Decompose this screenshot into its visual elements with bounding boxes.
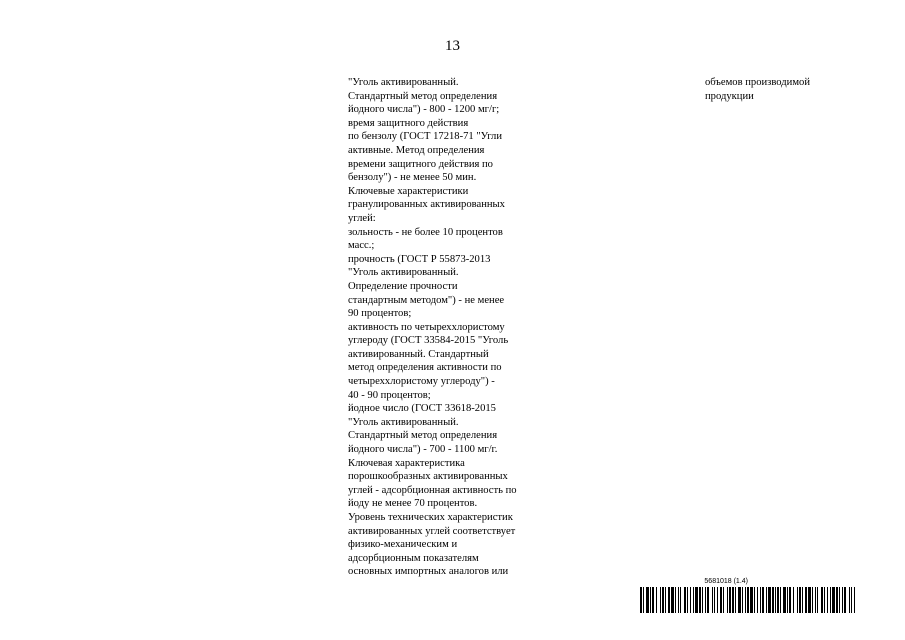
barcode-bar: [650, 587, 651, 613]
barcode-bar: [660, 587, 661, 613]
barcode-bar: [793, 587, 794, 613]
main-column-line: гранулированных активированных: [348, 199, 505, 211]
main-column-line: физико-механическим и: [348, 539, 458, 551]
main-column-line: йодного числа") - 800 - 1200 мг/г;: [348, 104, 500, 116]
barcode-bar: [668, 587, 670, 613]
main-column-line: Стандартный метод определения: [348, 90, 498, 102]
right-column-line: объемов производимой: [705, 77, 811, 88]
barcode-bar: [775, 587, 776, 613]
barcode-bar: [684, 587, 686, 613]
barcode-bar: [699, 587, 701, 613]
barcode-bar: [687, 587, 688, 613]
barcode-bar: [646, 587, 649, 613]
barcode-bars: [640, 587, 856, 613]
main-column-line: активированный. Стандартный: [348, 348, 489, 360]
barcode-bar: [643, 587, 644, 613]
main-column-line: йоду не менее 70 процентов.: [348, 498, 478, 510]
barcode-bar: [702, 587, 703, 613]
main-column-line: метод определения активности по: [348, 362, 502, 374]
barcode-bar: [830, 587, 831, 613]
barcode-bar: [690, 587, 691, 613]
main-column-line: Уровень технических характеристик: [348, 512, 513, 523]
barcode-bar: [851, 587, 852, 613]
barcode-bar: [656, 587, 657, 613]
barcode-bar: [783, 587, 786, 613]
main-column-line: "Уголь активированный.: [348, 416, 459, 428]
barcode-bar: [777, 587, 779, 613]
main-column-line: Ключевые характеристики: [348, 185, 469, 197]
barcode-bar: [705, 587, 706, 613]
main-column-line: "Уголь активированный.: [348, 267, 459, 279]
barcode-bar: [717, 587, 718, 613]
barcode-bar: [797, 587, 798, 613]
barcode-bar: [836, 587, 838, 613]
barcode-bar: [712, 587, 713, 613]
barcode-bar: [844, 587, 846, 613]
barcode: [640, 578, 856, 614]
barcode-bar: [799, 587, 801, 613]
barcode-bar: [817, 587, 818, 613]
barcode-bar: [714, 587, 715, 613]
barcode-bar: [678, 587, 679, 613]
barcode-bar: [665, 587, 666, 613]
barcode-bar: [729, 587, 731, 613]
main-column-line: Определение прочности: [348, 280, 458, 292]
barcode-bar: [693, 587, 694, 613]
barcode-bar: [738, 587, 741, 613]
main-column-line: углероду (ГОСТ 33584-2015 "Уголь: [348, 335, 509, 347]
main-column-line: йодного числа") - 700 - 1100 мг/г.: [348, 444, 498, 456]
right-text-column: [705, 76, 855, 103]
main-column-line: время защитного действия: [348, 117, 469, 129]
barcode-bar: [854, 587, 855, 613]
main-column-line: по бензолу (ГОСТ 17218-71 "Угли: [348, 131, 503, 143]
main-column-line: адсорбционным показателям: [348, 552, 479, 564]
main-column-line: основных импортных аналогов или: [348, 566, 509, 578]
barcode-bar: [760, 587, 761, 613]
barcode-bar: [727, 587, 728, 613]
barcode-bar: [787, 587, 788, 613]
barcode-bar: [745, 587, 746, 613]
main-text-column: [348, 76, 538, 579]
barcode-bar: [723, 587, 724, 613]
main-column-line: масс.;: [348, 240, 375, 252]
main-column-line: Ключевая характеристика: [348, 457, 465, 469]
main-column-line: зольность - не более 10 процентов: [348, 226, 503, 238]
barcode-bar: [757, 587, 758, 613]
main-column-line: Стандартный метод определения: [348, 430, 498, 442]
barcode-bar: [762, 587, 764, 613]
barcode-bar: [680, 587, 681, 613]
main-column-line: четыреххлористому углероду") -: [348, 376, 495, 388]
main-column-line: 90 процентов;: [348, 308, 412, 320]
main-column-line: активированных углей соответствует: [348, 525, 516, 537]
barcode-label: 5681018 (1.4): [704, 578, 748, 585]
barcode-bar: [780, 587, 781, 613]
barcode-bar: [671, 587, 674, 613]
main-column-line: углей - адсорбционная активность по: [348, 484, 517, 496]
barcode-bar: [821, 587, 823, 613]
barcode-bar: [768, 587, 771, 613]
barcode-bar: [747, 587, 749, 613]
barcode-bar: [832, 587, 835, 613]
main-column-line: углей:: [348, 212, 376, 224]
main-column-line: порошкообразных активированных: [348, 471, 508, 483]
barcode-bar: [805, 587, 807, 613]
barcode-bar: [849, 587, 850, 613]
barcode-bar: [750, 587, 753, 613]
barcode-bar: [640, 587, 642, 613]
barcode-bar: [707, 587, 709, 613]
barcode-bar: [754, 587, 755, 613]
barcode-bar: [735, 587, 736, 613]
main-column-line: активность по четыреххлористому: [348, 321, 505, 333]
right-column-line: продукции: [705, 90, 754, 102]
barcode-bar: [742, 587, 743, 613]
barcode-bar: [808, 587, 811, 613]
barcode-bar: [842, 587, 843, 613]
barcode-bar: [772, 587, 774, 613]
barcode-bar: [812, 587, 813, 613]
barcode-bar: [789, 587, 791, 613]
main-column-line: йодное число (ГОСТ 33618-2015: [348, 403, 496, 415]
barcode-bar: [827, 587, 828, 613]
barcode-bar: [824, 587, 825, 613]
main-column-line: прочность (ГОСТ Р 55873-2013: [348, 253, 491, 265]
barcode-bar: [662, 587, 664, 613]
main-column-line: активные. Метод определения: [348, 144, 485, 156]
main-column-line: 40 - 90 процентов;: [348, 389, 431, 401]
barcode-bar: [732, 587, 734, 613]
barcode-bar: [815, 587, 816, 613]
main-column-line: стандартным методом") - не менее: [348, 294, 505, 306]
barcode-bar: [652, 587, 654, 613]
page-number: 13: [445, 38, 460, 54]
barcode-bar: [695, 587, 698, 613]
main-column-line: "Уголь активированный.: [348, 77, 459, 88]
barcode-bar: [675, 587, 676, 613]
main-column-line: бензолу") - не менее 50 мин.: [348, 172, 477, 184]
barcode-bar: [802, 587, 803, 613]
barcode-bar: [839, 587, 840, 613]
main-column-line: времени защитного действия по: [348, 158, 493, 170]
barcode-bar: [766, 587, 767, 613]
barcode-bar: [720, 587, 722, 613]
